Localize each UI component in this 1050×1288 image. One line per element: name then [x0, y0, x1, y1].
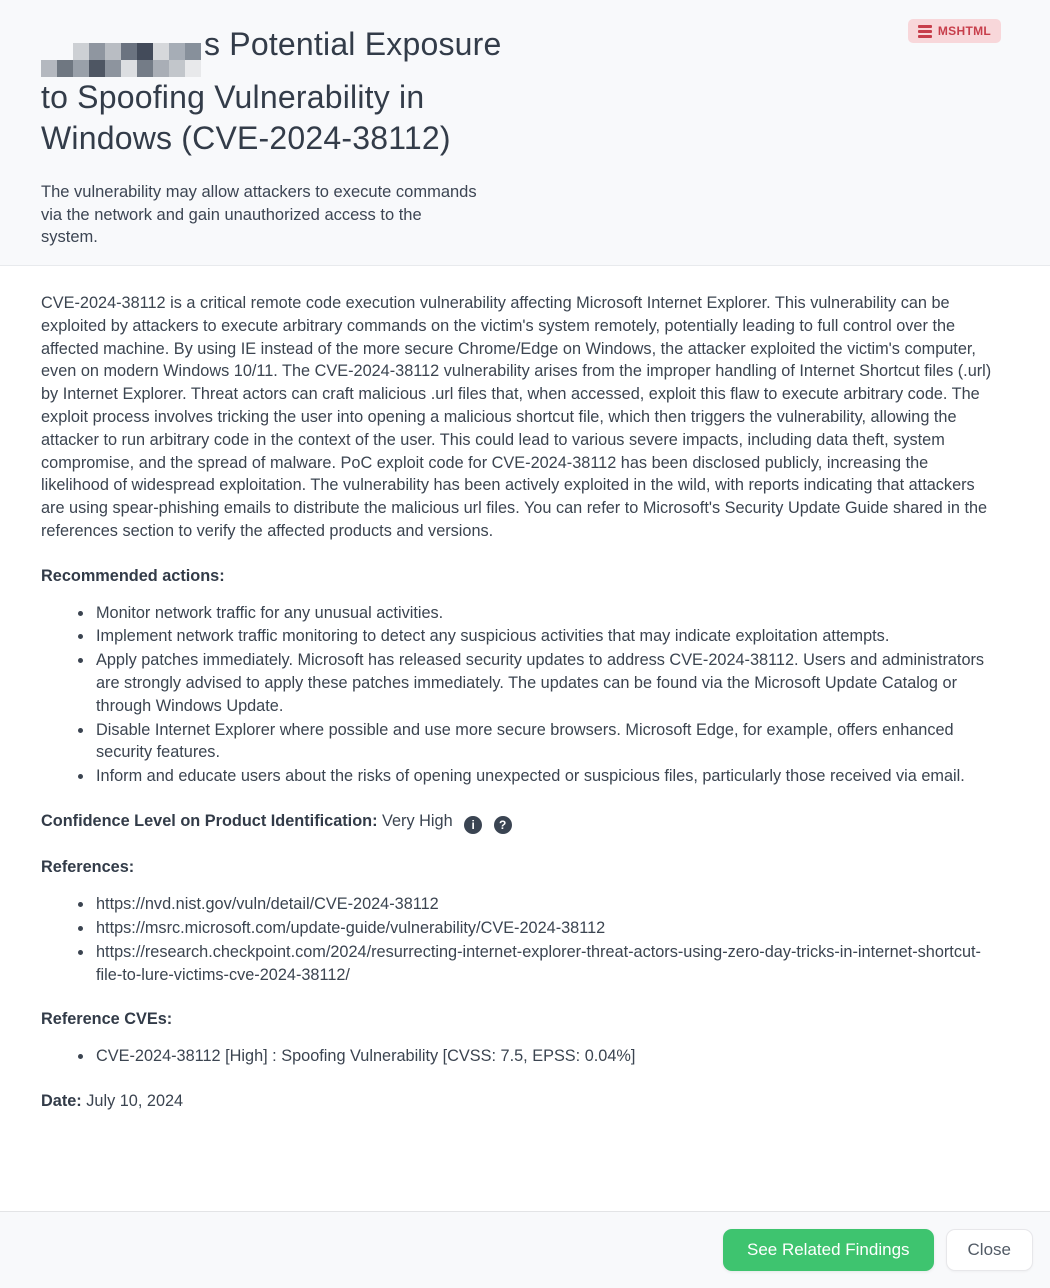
menu-icon	[918, 25, 932, 38]
recommended-actions-heading: Recommended actions:	[41, 566, 225, 585]
modal-header	[0, 0, 1050, 266]
modal-footer	[0, 1211, 1050, 1288]
date-value: July 10, 2024	[86, 1091, 184, 1110]
recommended-action-item: • Monitor network traffic for any unusual activities.	[94, 602, 1000, 625]
subtitle: The vulnerability may allow attackers to execute commands via the network and gain unauthorized access to the system.	[41, 183, 477, 246]
cve-item: • CVE-2024-38112 [High] : Spoofing Vulnerability [CVSS: 7.5, EPSS: 0.04%]	[94, 1045, 1000, 1068]
reference-link[interactable]: • https://msrc.microsoft.com/update-guide/vulnerability/CVE-2024-38112	[94, 917, 1000, 940]
reference-link[interactable]: • https://research.checkpoint.com/2024/resurrecting-internet-explorer-threat-actors-using-zero-day-tricks-in-internet-shortcut-file-to-lure-victims-cve-2024-38112/	[94, 941, 1000, 987]
reference-link[interactable]: • https://nvd.nist.gov/vuln/detail/CVE-2024-38112	[94, 893, 1000, 916]
close-button[interactable]: Close	[946, 1229, 1033, 1271]
confidence-line	[41, 810, 1000, 834]
references-heading: References:	[41, 858, 135, 877]
info-icon[interactable]: i	[464, 816, 482, 834]
date-label: Date:	[41, 1091, 82, 1110]
modal-body	[0, 266, 1050, 1113]
recommended-action-item: • Inform and educate users about the risks of opening unexpected or suspicious files, particularly those received via email.	[94, 765, 1000, 788]
description-text: CVE-2024-38112 is a critical remote code execution vulnerability affecting Microsoft Internet Explorer. This vulnerability can be exploited by attackers to execute arbitrary commands on the victim's system remotely, potentially leading to full control over the affected machine. By using IE instead of the more secure Chrome/Edge on Windows, the attacker exploited the victim's computer, even on modern Windows 10/11. The CVE-2024-38112 vulnerability arises from the improper handling of Internet Shortcut files (.url) by Internet Explorer. Threat actors can craft malicious .url files that, when accessed, exploit this flaw to execute arbitrary code. The exploit process involves tricking the user into opening a malicious shortcut file, which then triggers the vulnerability, allowing the attacker to run arbitrary code in the context of the user. This could lead to various severe impacts, including data theft, system compromise, and the spread of malware. PoC exploit code for CVE-2024-38112 has been disclosed publicly, increasing the likelihood of widespread exploitation. The vulnerability has been actively exploited in the wild, with reports indicating that attackers are using spear-phishing emails to distribute the malicious url files. You can refer to Microsoft's Security Update Guide shared in the references section to verify the affected products and versions.	[41, 294, 992, 540]
confidence-label: Confidence Level on Product Identification:	[41, 811, 378, 830]
mshtml-badge[interactable]	[908, 19, 1001, 43]
references-list	[41, 893, 1000, 986]
badge-label: MSHTML	[937, 24, 991, 38]
see-related-findings-button[interactable]: See Related Findings	[723, 1229, 934, 1271]
recommended-action-item: • Apply patches immediately. Microsoft has released security updates to address CVE-2024-38112. Users and administrators are strongly advised to apply these patches immediately. The updates can be found via the Microsoft Update Catalog or through Windows Update.	[94, 649, 1000, 717]
redacted-company-name	[41, 43, 201, 77]
reference-cves-list	[41, 1045, 1000, 1068]
recommended-action-item: • Implement network traffic monitoring to detect any suspicious activities that may indicate exploitation attempts.	[94, 625, 1000, 648]
recommended-action-item: • Disable Internet Explorer where possible and use more secure browsers. Microsoft Edge, for example, offers enhanced security features.	[94, 719, 1000, 765]
question-icon[interactable]: ?	[494, 816, 512, 834]
title-text: s Potential Exposure to Spoofing Vulnerability in Windows (CVE-2024-38112)	[41, 26, 502, 156]
page-title	[41, 24, 521, 159]
recommended-actions-list	[41, 602, 1000, 788]
reference-cves-heading: Reference CVEs:	[41, 1010, 173, 1029]
confidence-value: Very High	[382, 811, 453, 830]
date-line	[41, 1090, 1000, 1113]
